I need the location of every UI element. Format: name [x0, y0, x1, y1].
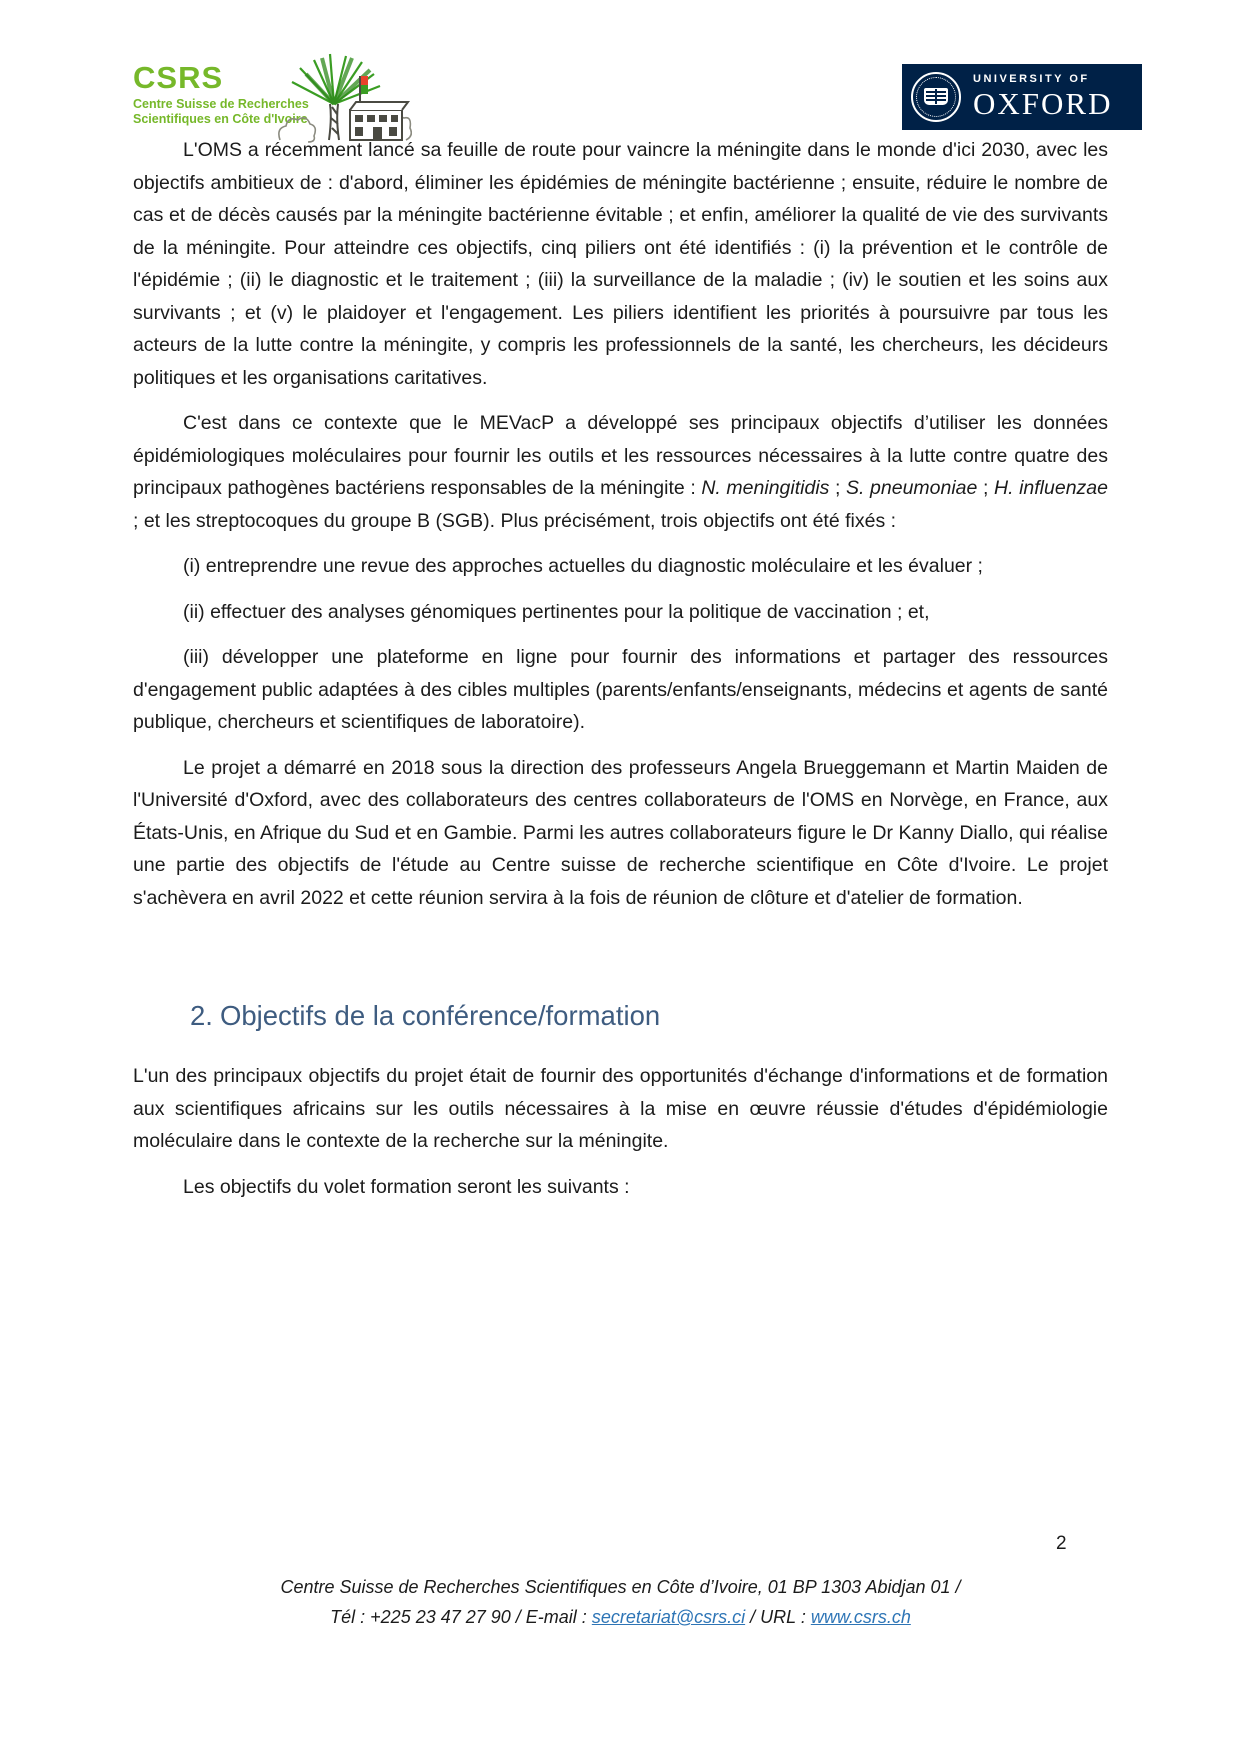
open-book-icon — [924, 88, 948, 105]
csrs-acronym: CSRS — [133, 60, 224, 95]
page-header — [0, 0, 1241, 140]
species-n-meningitidis: N. meningitidis — [701, 477, 830, 499]
oxford-wordmark — [973, 73, 1112, 122]
page-footer — [0, 1572, 1241, 1632]
species-h-influenzae: H. influenzae — [993, 477, 1108, 499]
objective-item-2: (ii) effectuer des analyses génomiques pertinentes pour la politique de vaccination ; et, — [183, 600, 930, 623]
footer-email-link[interactable]: secretariat@csrs.ci — [591, 1607, 746, 1627]
paragraph-training-objectives-intro: Les objectifs du volet formation seront les suivants : — [183, 1175, 630, 1198]
paragraph-mevacp-part1: C'est dans ce contexte que le MEVacP a développé ses principaux objectifs d’utiliser les données épidémiologiques moléculaires pour fournir les outils et les ressources nécessaires à la lutte contre quatre des principaux pathogènes bactériens responsables de la méningite : — [133, 412, 1108, 499]
objective-item-1: (i) entreprendre une revue des approches actuelles du diagnostic moléculaire et les évaluer ; — [183, 555, 983, 577]
oxford-logo — [902, 64, 1142, 130]
species-separator-2: ; — [977, 477, 994, 499]
footer-contact-mid: / URL : — [745, 1607, 811, 1627]
footer-contact-pre: Tél : +225 23 47 27 90 / E-mail : — [330, 1607, 592, 1627]
section-heading-text: Objectifs de la conférence/formation — [219, 1000, 661, 1031]
section-heading-objectifs — [133, 998, 1108, 1034]
oxford-crest-icon — [911, 72, 961, 122]
oxford-wordmark-name: OXFORD — [973, 85, 1113, 121]
paragraph-project-history: Le projet a démarré en 2018 sous la direction des professeurs Angela Brueggemann et Martin Maiden de l'Université d'Oxford, avec des collaborateurs des centres collaborateurs de l'OMS en Norvège, en France, aux États-Unis, en Afrique du Sud et en Gambie. Parmi les autres collaborateurs figure le Dr Kanny Diallo, qui réalise une partie des objectifs de l'étude au Centre suisse de recherche scientifique en Côte d'Ivoire. Le projet s'achèvera en avril 2022 et cette réunion servira à la fois de réunion de clôture et d'atelier de formation. — [133, 756, 1108, 909]
document-body — [133, 134, 1108, 1216]
footer-url-link[interactable]: www.csrs.ch — [810, 1607, 911, 1627]
section-heading-number: 2. — [190, 1000, 213, 1031]
paragraph-oms-roadmap: L'OMS a récemment lancé sa feuille de route pour vaincre la méningite dans le monde d'ici 2030, avec les objectifs ambitieux de : d'abord, éliminer les épidémies de méningite bactérienne ; ensuite, réduire le nombre de cas et de décès causés par la méningite bactérienne évitable ; et enfin, améliorer la qualité de vie des survivants de la méningite. Pour atteindre ces objectifs, cinq piliers ont été identifiés : (i) la prévention et le contrôle de l'épidémie ; (ii) le diagnostic et le traitement ; (iii) la surveillance de la maladie ; (iv) le soutien et les soins aux survivants ; et (v) le plaidoyer et l'engagement. Les piliers identifient les priorités à poursuivre par tous les acteurs de la lutte contre la méningite, y compris les professionnels de la santé, les chercheurs, les décideurs politiques et les organisations caritatives. — [133, 139, 1108, 389]
csrs-tagline-line2: Scientifiques en Côte d'Ivoire — [133, 112, 308, 126]
tree-building-illustration — [272, 52, 412, 144]
paragraph-mevacp-context — [133, 407, 1108, 537]
paragraph-training-goal: L'un des principaux objectifs du projet était de fournir des opportunités d'échange d'informations et de formation aux scientifiques africains sur les outils nécessaires à la mise en œuvre réussie d'études d'épidémiologie moléculaire dans le contexte de la recherche sur la méningite. — [133, 1065, 1108, 1152]
species-s-pneumoniae: S. pneumoniae — [846, 477, 978, 499]
objective-item-3: (iii) développer une plateforme en ligne pour fournir des informations et partager des ressources d'engagement public adaptées à des cibles multiples (parents/enfants/enseignants, médecins et agents de santé publique, chercheurs et scientifiques de laboratoire). — [133, 646, 1108, 733]
oxford-wordmark-top: UNIVERSITY OF — [973, 72, 1090, 85]
page-number: 2 — [1056, 1533, 1067, 1554]
footer-contact-line — [0, 1602, 1241, 1632]
species-separator-1: ; — [829, 477, 847, 499]
footer-address-line: Centre Suisse de Recherches Scientifiques en Côte d’Ivoire, 01 BP 1303 Abidjan 01 / — [280, 1577, 961, 1597]
paragraph-mevacp-part2: ; et les streptocoques du groupe B (SGB). Plus précisément, trois objectifs ont été fixés : — [133, 509, 897, 532]
csrs-tagline-line1: Centre Suisse de Recherches — [133, 97, 309, 111]
